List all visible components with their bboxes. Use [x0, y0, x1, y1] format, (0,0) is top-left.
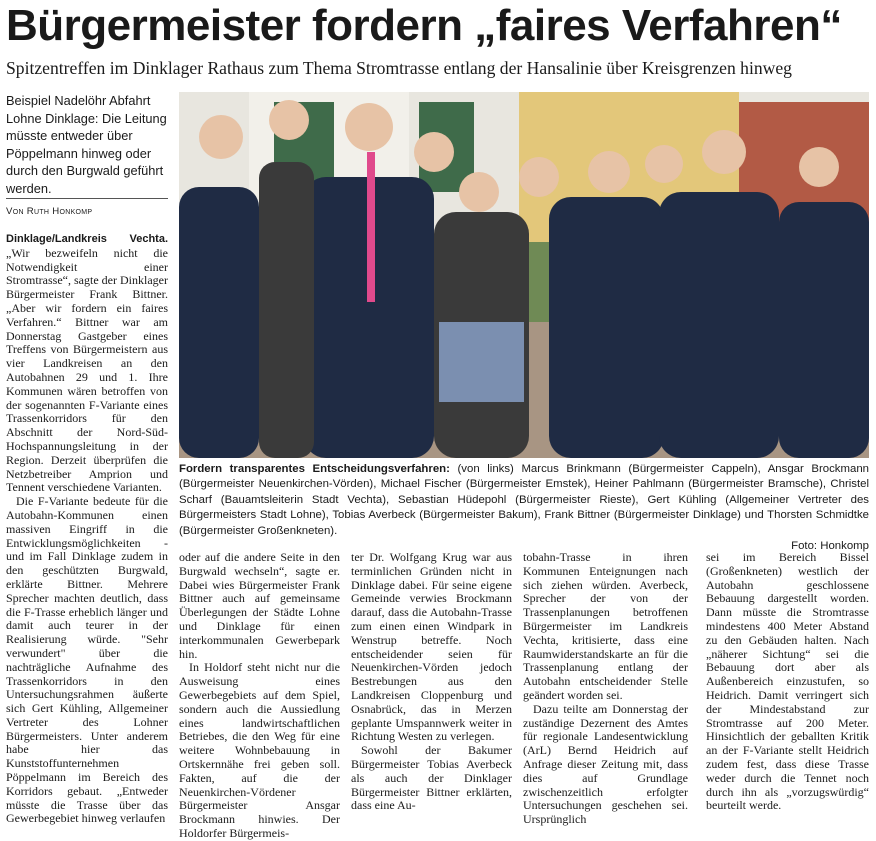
- paragraph-text: „Wir bezweifeln nicht die Notwendigkeit einer Stromtrasse“, sagte der Dinklager Bürgermeister Frank Bittner. „Aber wir fordern ein faires Verfahren.“ Bittner war am Donnerstag Gastgeber eines Treffens von Bürgermeistern aus vier Landkreisen an den Autobahnen 29 und 1. Ihre Kommunen wären betroffen von der sogenannten F-Variante eines Trassenkorridors für den Abschnitt der Nord-Süd-Hochspannungsleitung in der Region. Derzeit überprüfen die Netzbetreiber Amprion und Tennent verschiedene Varianten.: [6, 245, 168, 495]
- article-paragraph: [6, 232, 168, 495]
- article-column-1: [6, 232, 168, 826]
- byline: Von Ruth Honkomp: [6, 206, 93, 217]
- group-photo: [179, 92, 869, 458]
- lead-paragraph: Beispiel Nadelöhr Abfahrt Lohne Dinklage: Die Leitung müsste entweder über Pöppelmann hinweg oder durch den Burgwald geführt werden.: [6, 93, 167, 196]
- article-paragraph: Sowohl der Bakumer Bürgermeister Tobias Averbeck als auch der Dinklager Bürgermeister Bittner erklärten, dass eine Au-: [351, 743, 512, 813]
- photo-credit: Foto: Honkomp: [791, 540, 869, 553]
- article-paragraph: oder auf die andere Seite in den Burgwald wechseln“, sagte er. Dabei wies Bürgermeister Frank Bittner auch auf gemeinsame Überlegungen der Städte Lohne und Dinklage für einen interkommunalen Gewerbepark hin.: [179, 550, 340, 661]
- caption-text: (von links) Marcus Brinkmann (Bürgermeister Cappeln), Ansgar Brockmann (Bürgermeister Neuenkirchen-Vörden), Michael Fischer (Bürgermeister Emstek), Heiner Pahlmann (Bürgermeister Bramsche), Christel Scharf (Bauamtsleiterin Stadt Vechta), Sebastian Hüdepohl (Bürgermeister Rieste), Gert Kühling (Allgemeiner Vertreter des Bürgermeisters Stadt Lohne), Tobias Averbeck (Bürgermeister Bakum), Frank Bittner (Bürgermeister Dinklage) und Thorsten Schmidtke (Bürgermeister Großenkneten).: [179, 463, 869, 537]
- dateline: Dinklage/Landkreis Vechta.: [6, 233, 168, 245]
- article-paragraph: sei im Bereich Bissel (Großenkneten) westlich der Autobahn geschlossene Bebauung dargestellt worden. Dann müsste die Stromtrasse mindestens 400 Meter Abstand zu den Gebäuden halten. Nach „näherer Sichtung“ sei die Bebauung dort aber als Außenbereich einzustufen, so Heidrich. Damit verringert sich der Mindestabstand zur Stromtrasse auf 200 Meter. Hinsichtlich der geballten Kritik an der F-Variante stellt Heidrich zudem fest, dass diese Trasse weder durch die Tennet noch durch ihn als „vorzugswürdig“ beurteilt werde.: [706, 550, 869, 813]
- article-paragraph: Die F-Variante bedeute für die Autobahn-Kommunen einen massiven Eingriff in die Entwicklungsmöglichkeiten - und im Fall Dinklage zudem in den geschützten Burgwald, erklärte Bittner. Mehrere Sprecher machten deutlich, dass die F-Trasse erheblich länger und damit auch teurer in der Realisierung würde. "Sehr verwundert" über die nachträgliche Aufnahme des Trassenkorridors in den Untersuchungsrahmen äußerte sich Gert Kühling, Allgemeiner Vertreter des Lohner Bürgermeisters. Unter anderem habe hier das Kunststoffunternehmen Pöppelmann im Bereich des Korridors gebaut. „Entweder müsste die Trasse über das Gewerbegebiet hinweg verlaufen: [6, 494, 168, 826]
- article-column-5: [706, 551, 869, 813]
- article-paragraph: ter Dr. Wolfgang Krug war aus terminlichen Gründen nicht in Dinklage dabei. Für seine eigene Gemeinde verwies Brockmann darauf, dass die Autobahn-Trasse zum einen einen Windpark in Wenstrup betreffe. Noch entscheidender seien für Neuenkirchen-Vörden jedoch Bestrebungen aus den Landkreisen Cloppenburg und Osnabrück, das in Merzen geplante Umspannwerk weiter in Richtung Westen zu verlegen.: [351, 550, 512, 744]
- caption-title: Fordern transparentes Entscheidungsverfahren:: [179, 463, 450, 475]
- photo-caption: [179, 462, 869, 554]
- article-column-4: [523, 551, 688, 827]
- subheadline: Spitzentreffen im Dinklager Rathaus zum Thema Stromtrasse entlang der Hansalinie über Kreisgrenzen hinweg: [6, 58, 792, 78]
- article-column-2: [179, 551, 340, 841]
- article-paragraph: In Holdorf steht nicht nur die Ausweisung eines Gewerbegebiets auf dem Spiel, sondern auch die Aussiedlung eines landwirtschaftlichen Betriebes, die den Weg für eine weitere Wohnbebauung in Ortskernnähe frei geben soll. Fakten, auf die der Neuenkirchen-Vördener Bürgermeister Ansgar Brockmann hinwies. Der Holdorfer Bürgermeis-: [179, 660, 340, 840]
- article-paragraph: tobahn-Trasse in ihren Kommunen Enteignungen nach sich ziehen würden. Averbeck, Sprecher der von der Trassenplanungen betroffenen Bürgermeister im Landkreis Vechta, kritisierte, dass eine Raumwiderstandskarte an für die Trassenplanung entlang der Autobahn entscheidender Stelle geändert worden sei.: [523, 550, 688, 702]
- group-photo-illustration: [179, 92, 869, 458]
- headline: Bürgermeister fordern „faires Verfahren“: [6, 1, 842, 50]
- byline-divider: [6, 198, 168, 199]
- article-paragraph: Dazu teilte am Donnerstag der zuständige Dezernent des Amtes für regionale Landesentwicklung (ArL) Bernd Heidrich auf Anfrage dieser Zeitung mit, dass dies auf Grundlage zwischenzeitlich erfolgter Untersuchungen geschehen sei. Ursprünglich: [523, 701, 688, 827]
- article-column-3: [351, 551, 512, 813]
